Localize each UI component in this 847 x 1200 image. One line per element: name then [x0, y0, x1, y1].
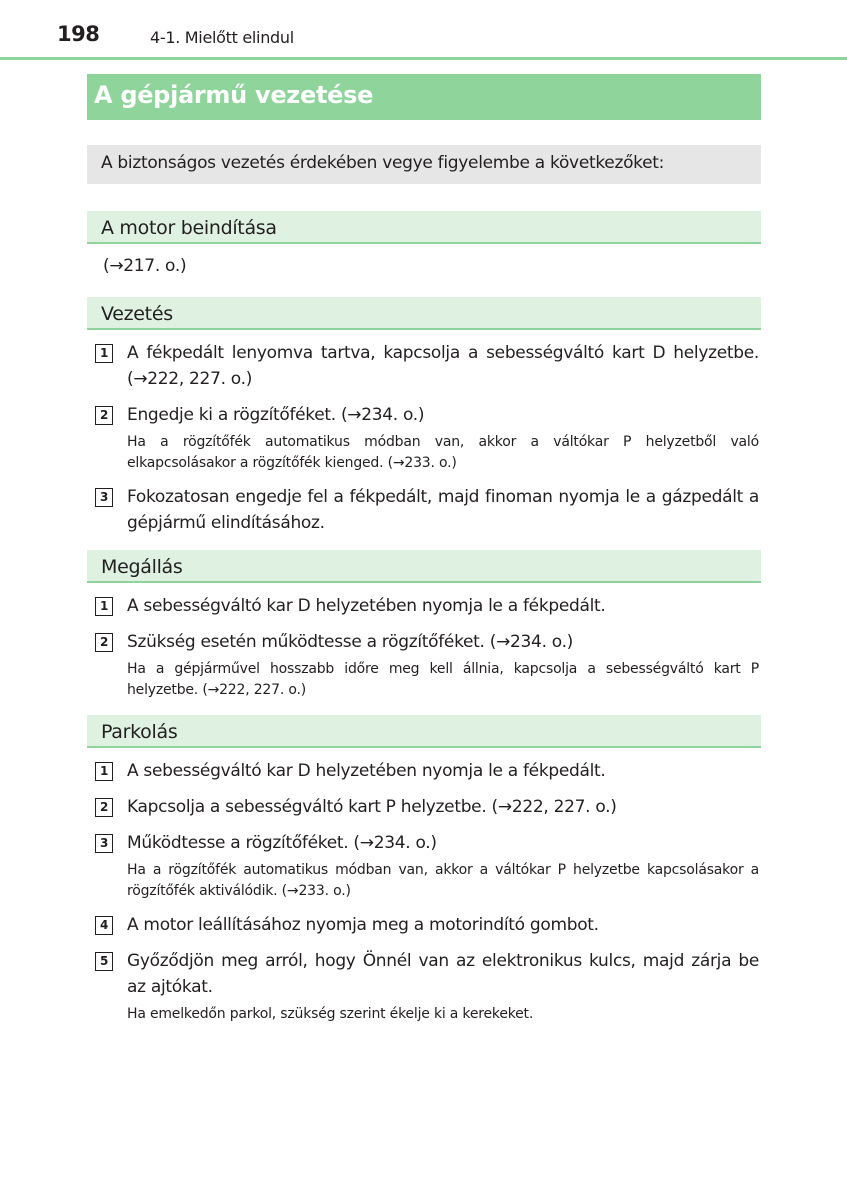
step-text: Működtesse a rögzítőféket. (→234. o.) — [127, 833, 437, 853]
step-number-badge: 5 — [95, 952, 113, 971]
step-list — [87, 758, 761, 1025]
step-text: Szükség esetén működtesse a rögzítőféket. (→234. o.) — [127, 632, 574, 652]
step-item — [87, 758, 761, 784]
step-list — [87, 593, 761, 701]
step-text: Győződjön meg arról, hogy Önnél van az elektronikus kulcs, majd zárja be az ajtókat. — [127, 951, 759, 997]
step-text: A fékpedált lenyomva tartva, kapcsolja a sebességváltó kart D helyzetbe. (→222, 227. o.) — [127, 343, 759, 389]
step-text: A motor leállításához nyomja meg a motorindító gombot. — [127, 915, 599, 935]
step-number-badge: 4 — [95, 916, 113, 935]
step-item — [87, 593, 761, 619]
page-header — [0, 0, 847, 60]
section-driving — [87, 297, 761, 536]
step-text: Fokozatosan engedje fel a fékpedált, majd finoman nyomja le a gázpedált a gépjármű elindításához. — [127, 487, 759, 533]
step-number-badge: 2 — [95, 633, 113, 652]
step-number-badge: 1 — [95, 344, 113, 363]
step-text: A sebességváltó kar D helyzetében nyomja le a fékpedált. — [127, 761, 606, 781]
section-heading: Vezetés — [87, 297, 761, 330]
step-list — [87, 340, 761, 536]
section-parking — [87, 715, 761, 1025]
step-item — [87, 484, 761, 536]
step-number-badge: 1 — [95, 762, 113, 781]
section-heading: A motor beindítása — [87, 211, 761, 244]
header-divider — [0, 57, 847, 60]
step-item — [87, 830, 761, 856]
step-item — [87, 794, 761, 820]
step-item — [87, 629, 761, 655]
page-title: A gépjármű vezetése — [87, 74, 761, 120]
step-item — [87, 912, 761, 938]
step-note: Ha a rögzítőfék automatikus módban van, akkor a váltókar P helyzetből való elkapcsolásakor a rögzítőfék kienged. (→233. o.) — [127, 434, 759, 471]
page-reference: (→217. o.) — [103, 256, 187, 276]
step-text: Engedje ki a rögzítőféket. (→234. o.) — [127, 405, 425, 425]
step-item — [87, 402, 761, 428]
step-number-badge: 3 — [95, 834, 113, 853]
step-number-badge: 1 — [95, 597, 113, 616]
chapter-title: 4-1. Mielőtt elindul — [150, 28, 294, 47]
step-note: Ha emelkedőn parkol, szükség szerint ékelje ki a kerekeket. — [127, 1006, 534, 1022]
section-stopping — [87, 550, 761, 701]
step-note: Ha a gépjárművel hosszabb időre meg kell állnia, kapcsolja a sebességváltó kart P helyzetbe. (→222, 227. o.) — [127, 661, 759, 698]
section-heading: Megállás — [87, 550, 761, 583]
step-item — [87, 948, 761, 1000]
page-number: 198 — [57, 22, 100, 46]
intro-text: A biztonságos vezetés érdekében vegye figyelembe a következőket: — [87, 145, 761, 184]
step-note: Ha a rögzítőfék automatikus módban van, akkor a váltókar P helyzetbe kapcsolásakor a rögzítőfék aktiválódik. (→233. o.) — [127, 862, 759, 899]
step-number-badge: 3 — [95, 488, 113, 507]
step-text: A sebességváltó kar D helyzetében nyomja le a fékpedált. — [127, 596, 606, 616]
section-motor-start — [87, 211, 761, 276]
step-text: Kapcsolja a sebességváltó kart P helyzetbe. (→222, 227. o.) — [127, 797, 617, 817]
step-number-badge: 2 — [95, 406, 113, 425]
section-heading: Parkolás — [87, 715, 761, 748]
step-number-badge: 2 — [95, 798, 113, 817]
step-item — [87, 340, 761, 392]
